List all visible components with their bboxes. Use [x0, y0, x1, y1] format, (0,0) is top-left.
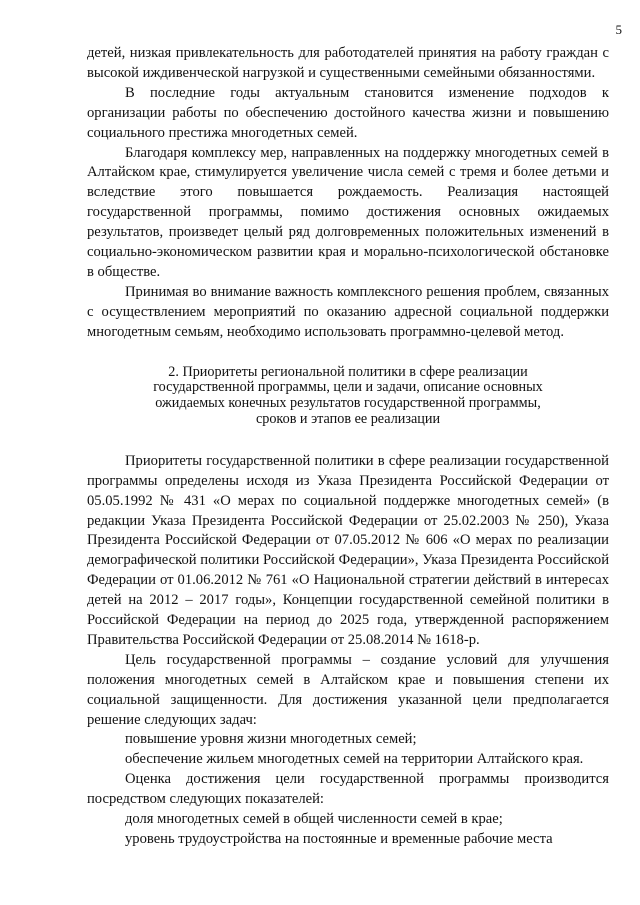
- paragraph-continuation: детей, низкая привлекательность для работодателей принятия на работу граждан с высокой иждивенческой нагрузкой и существенными семейными обязанностями.: [87, 45, 609, 81]
- paragraph: Благодаря комплексу мер, направленных на поддержку многодетных семей в Алтайском крае, стимулируется увеличение числа семей с тремя и более детьми и вследствие этого повышается рождаемость. Реализация настоящей государственной программы, помимо достижения основных ожидаемых результатов, произведет целый ряд долговременных положительных изменений в социально-экономическом развитии края и морально-психологической обстановке в обществе.: [87, 144, 609, 280]
- list-item: уровень трудоустройства на постоянные и временные рабочие места: [125, 831, 553, 847]
- paragraph: Приоритеты государственной политики в сфере реализации государственной программы определены исходя из Указа Президента Российской Федерации от 05.05.1992 № 431 «О мерах по социальной поддержке многодетных семей» (в редакции Указа Президента Российской Федерации от 25.02.2003 № 250), Указа Президента Российской Федерации от 07.05.2012 № 606 «О мерах по реализации демографической политики Российской Федерации», Указа Президента Российской Федерации от 01.06.2012 № 761 «О Национальной стратегии действий в интересах детей на 2012 – 2017 годы», Концепции государственной семейной политики в Российской Федерации на период до 2025 года, утвержденной распоряжением Правительства Российской Федерации от 25.08.2014 № 1618-р.: [87, 452, 609, 648]
- list-item: повышение уровня жизни многодетных семей;: [125, 731, 417, 748]
- section-heading-line: сроков и этапов ее реализации: [255, 410, 441, 427]
- paragraph: Принимая во внимание важность комплексного решения проблем, связанных с осуществлением мероприятий по оказанию адресной социальной поддержки многодетным семьям, необходимо использовать программно-целевой метод.: [87, 283, 609, 340]
- section-heading-line: 2. Приоритеты региональной политики в сфере реализации: [168, 363, 528, 380]
- section-heading-line: государственной программы, цели и задачи, описание основных: [153, 379, 543, 396]
- paragraph: Оценка достижения цели государственной программы производится посредством следующих показателей:: [87, 771, 609, 808]
- paragraph: В последние годы актуальным становится изменение подходов к организации работы по обеспечению достойного качества жизни и повышению социального престижа многодетных семей.: [87, 84, 609, 141]
- page-number: 5: [615, 22, 622, 37]
- document-body: [87, 44, 609, 850]
- paragraph: Цель государственной программы – создание условий для улучшения положения многодетных семей в Алтайском крае и повышения степени их социальной защищенности. Для достижения указанной цели предполагается решение следующих задач:: [87, 651, 609, 728]
- section-heading-line: ожидаемых конечных результатов государственной программы,: [155, 395, 541, 412]
- list-item: обеспечение жильем многодетных семей на территории Алтайского края.: [125, 751, 584, 768]
- list-item: доля многодетных семей в общей численности семей в крае;: [125, 811, 503, 828]
- section-heading: [87, 365, 609, 428]
